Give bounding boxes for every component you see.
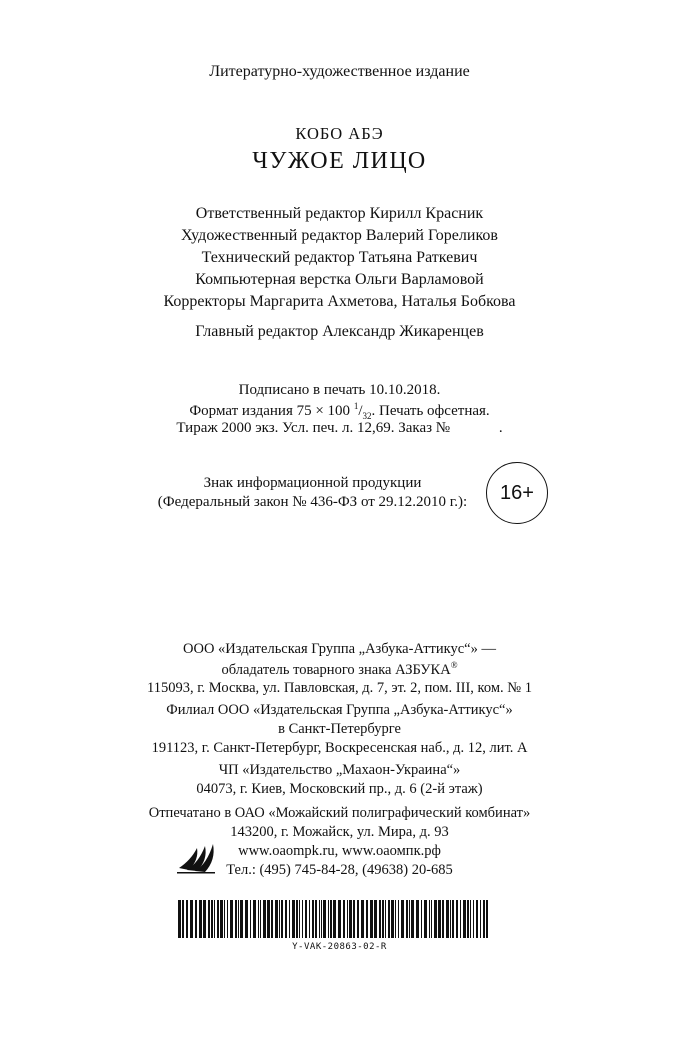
barcode-bar	[250, 900, 251, 938]
barcode-bar	[452, 900, 454, 938]
genre-label: Литературно-художественное издание	[209, 63, 470, 80]
barcode-bar	[401, 900, 404, 938]
barcode-bar	[424, 900, 427, 938]
book-title: ЧУЖОЕ ЛИЦО	[252, 148, 427, 174]
barcode-bar	[227, 900, 228, 938]
barcode-bar	[321, 900, 322, 938]
barcode-bar	[374, 900, 377, 938]
signed-date: Подписано в печать 10.10.2018.	[238, 382, 441, 398]
barcode-bar	[328, 900, 329, 938]
barcode-bar	[240, 900, 243, 938]
barcode-bar	[353, 900, 355, 938]
barcode-bar	[338, 900, 341, 938]
barcode-bar	[366, 900, 368, 938]
barcode-bar	[271, 900, 273, 938]
printer-logo-icon	[177, 838, 217, 874]
barcode-bar	[416, 900, 419, 938]
barcode-bar	[450, 900, 451, 938]
branch-address: 191123, г. Санкт-Петербург, Воскресенская наб., д. 12, лит. А	[151, 740, 528, 756]
publisher-trademark	[0, 660, 679, 679]
chief-editor: Главный редактор Александр Жикаренцев	[195, 323, 484, 340]
barcode-bar	[312, 900, 314, 938]
trademark-text: обладатель товарного знака АЗБУКА	[221, 661, 451, 678]
barcode-bar	[395, 900, 396, 938]
barcode-bar	[190, 900, 193, 938]
barcode-bar	[391, 900, 394, 938]
credit-line: Технический редактор Татьяна Раткевич	[201, 249, 478, 266]
barcode-bar	[421, 900, 422, 938]
printer-phone: Тел.: (495) 745-84-28, (49638) 20-685	[226, 862, 453, 878]
barcode-bar	[260, 900, 261, 938]
age-info-law: (Федеральный закон № 436-ФЗ от 29.12.2010 г.):	[157, 494, 468, 510]
barcode-bar	[302, 900, 303, 938]
barcode-bar	[438, 900, 441, 938]
barcode-bar	[289, 900, 290, 938]
barcode-bar	[267, 900, 270, 938]
barcode-bar	[388, 900, 390, 938]
barcode-bar	[186, 900, 188, 938]
barcode-bar	[299, 900, 300, 938]
format-suffix: . Печать офсетная.	[371, 403, 490, 419]
barcode-bar	[406, 900, 408, 938]
barcode-bar	[486, 900, 488, 938]
credit-line: Художественный редактор Валерий Гореликов	[181, 227, 498, 244]
barcode-bar	[429, 900, 430, 938]
barcode-bar	[203, 900, 206, 938]
barcode-bar	[285, 900, 287, 938]
barcode-bar	[473, 900, 474, 938]
age-info-line: Знак информационной продукции	[203, 475, 422, 491]
age-rating-text: 16+	[500, 481, 534, 504]
printer-address: 143200, г. Можайск, ул. Мира, д. 93	[230, 824, 449, 840]
barcode-bar	[281, 900, 283, 938]
barcode-bar	[319, 900, 320, 938]
barcode-bar	[309, 900, 310, 938]
barcode-bar	[385, 900, 386, 938]
credit-line: Корректоры Маргарита Ахметова, Наталья Бобкова	[163, 293, 516, 310]
barcode-bar	[235, 900, 237, 938]
barcode-bar	[357, 900, 359, 938]
barcode-bar	[431, 900, 432, 938]
publisher-line: ООО «Издательская Группа „Азбука-Аттикус“» —	[183, 641, 496, 657]
branch-line: Филиал ООО «Издательская Группа „Азбука-Аттикус“»	[166, 702, 513, 718]
barcode-bar	[476, 900, 478, 938]
barcode-bar	[323, 900, 326, 938]
barcode-bar	[361, 900, 364, 938]
format-prefix: Формат издания 75 × 100	[189, 403, 354, 419]
barcode-bar	[446, 900, 449, 938]
barcode	[178, 900, 490, 938]
barcode-bar	[182, 900, 184, 938]
barcode-bar	[211, 900, 213, 938]
barcode-bar	[470, 900, 471, 938]
barcode-bar	[347, 900, 348, 938]
barcode-bar	[442, 900, 444, 938]
registered-mark: ®	[450, 660, 458, 670]
printer-website: www.oaompk.ru, www.оаомпк.рф	[238, 843, 441, 859]
barcode-bar	[275, 900, 278, 938]
ukraine-address: 04073, г. Киев, Московский пр., д. 6 (2-й этаж)	[196, 781, 483, 797]
publisher-address: 115093, г. Москва, ул. Павловская, д. 7, эт. 2, пом. III, ком. № 1	[147, 680, 532, 696]
barcode-bar	[370, 900, 373, 938]
barcode-bar	[296, 900, 298, 938]
barcode-bar	[343, 900, 345, 938]
barcode-bar	[178, 900, 181, 938]
barcode-bar	[398, 900, 399, 938]
barcode-bar	[411, 900, 414, 938]
ukraine-publisher: ЧП «Издательство „Махаон-Украина“»	[218, 762, 461, 778]
barcode-bar	[263, 900, 266, 938]
circulation-line: Тираж 2000 экз. Усл. печ. л. 12,69. Заказ № .	[176, 420, 503, 436]
barcode-bar	[467, 900, 469, 938]
barcode-bar	[292, 900, 295, 938]
credit-line: Ответственный редактор Кирилл Красник	[195, 205, 484, 222]
barcode-bar	[245, 900, 248, 938]
barcode-bar	[382, 900, 384, 938]
barcode-bar	[217, 900, 219, 938]
barcode-bar	[238, 900, 239, 938]
barcode-bar	[224, 900, 225, 938]
barcode-code: Y-VAK-20863-02-R	[292, 942, 387, 952]
barcode-bar	[333, 900, 336, 938]
barcode-bar	[434, 900, 437, 938]
age-rating-badge	[486, 462, 548, 524]
barcode-bar	[456, 900, 458, 938]
barcode-bar	[199, 900, 202, 938]
format-line: Формат издания 75 × 100 $^1/_{32}$. Печать офсетная.	[189, 401, 490, 421]
barcode-bar	[349, 900, 352, 938]
barcode-bar	[379, 900, 381, 938]
credit-line: Компьютерная верстка Ольги Варламовой	[195, 271, 484, 288]
barcode-bar	[195, 900, 197, 938]
barcode-bar	[463, 900, 466, 938]
barcode-bar	[220, 900, 223, 938]
format-fraction-num: 1	[353, 401, 359, 411]
barcode-bar	[483, 900, 485, 938]
barcode-bar	[208, 900, 210, 938]
barcode-bar	[409, 900, 410, 938]
barcode-bar	[253, 900, 256, 938]
barcode-bar	[305, 900, 307, 938]
format-fraction-den: 32	[362, 411, 372, 421]
barcode-bar	[258, 900, 259, 938]
branch-city: в Санкт-Петербурге	[278, 721, 401, 737]
barcode-bar	[460, 900, 461, 938]
barcode-bar	[330, 900, 332, 938]
barcode-bar	[214, 900, 215, 938]
barcode-bar	[315, 900, 317, 938]
barcode-bar	[230, 900, 233, 938]
printer-line: Отпечатано в ОАО «Можайский полиграфический комбинат»	[148, 805, 531, 821]
author-name: КОБО АБЭ	[295, 124, 384, 143]
barcode-bar	[480, 900, 481, 938]
barcode-bar	[279, 900, 280, 938]
